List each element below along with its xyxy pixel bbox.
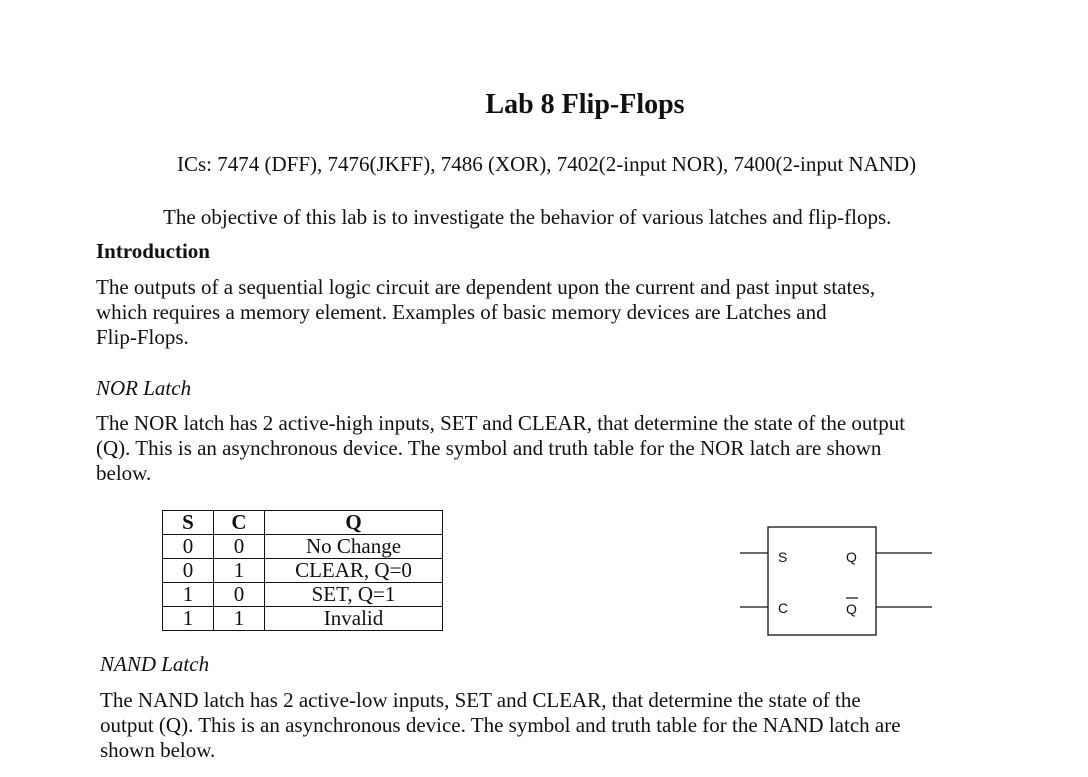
ics-line: ICs: 7474 (DFF), 7476(JKFF), 7486 (XOR), 7402(2-input NOR), 7400(2-input NAND) — [177, 152, 917, 176]
table-cell: No Change — [265, 535, 443, 559]
header-cell-c: C — [214, 511, 265, 535]
header-cell-q: Q — [265, 511, 443, 535]
table-header-row — [163, 511, 443, 535]
table-row — [163, 535, 443, 559]
table-cell: SET, Q=1 — [265, 583, 443, 607]
table-cell: 0 — [214, 583, 265, 607]
paragraph-line: (Q). This is an asynchronous device. The symbol and truth table for the NOR latch are shown — [96, 436, 882, 460]
paragraph-line: below. — [96, 461, 152, 485]
qbar-pin-label: Q — [846, 601, 857, 617]
paragraph-line: Flip-Flops. — [96, 325, 189, 349]
paragraph-line: shown below. — [100, 738, 216, 762]
paragraph-line: The NOR latch has 2 active-high inputs, SET and CLEAR, that determine the state of the output — [96, 411, 906, 435]
nor-latch-heading: NOR Latch — [96, 376, 192, 400]
paragraph-line: The NAND latch has 2 active-low inputs, SET and CLEAR, that determine the state of the — [100, 688, 861, 712]
table-cell: Invalid — [265, 607, 443, 631]
table-cell: 0 — [163, 559, 214, 583]
header-cell-s: S — [163, 511, 214, 535]
objective-text: The objective of this lab is to investigate the behavior of various latches and flip-flops. — [163, 205, 892, 229]
table-cell: 1 — [214, 607, 265, 631]
table-cell: CLEAR, Q=0 — [265, 559, 443, 583]
table-cell: 0 — [163, 535, 214, 559]
c-pin-label: C — [778, 600, 789, 616]
introduction-paragraph — [96, 275, 996, 350]
nor-truth-table — [162, 510, 443, 631]
table-cell: 1 — [214, 559, 265, 583]
paragraph-line: which requires a memory element. Examples of basic memory devices are Latches and — [96, 300, 827, 324]
nor-latch-paragraph — [96, 411, 996, 486]
table-cell: 1 — [163, 607, 214, 631]
table-row — [163, 607, 443, 631]
page-title: Lab 8 Flip-Flops — [485, 89, 685, 120]
nor-latch-symbol — [740, 520, 940, 645]
q-pin-label: Q — [846, 549, 857, 565]
latch-box — [768, 527, 876, 635]
paragraph-line: output (Q). This is an asynchronous device. The symbol and truth table for the NAND latch are — [100, 713, 901, 737]
s-pin-label: S — [778, 549, 788, 565]
table-cell: 0 — [214, 535, 265, 559]
table-row — [163, 583, 443, 607]
introduction-heading: Introduction — [96, 239, 210, 263]
table-cell: 1 — [163, 583, 214, 607]
nand-latch-paragraph — [100, 688, 1000, 763]
paragraph-line: The outputs of a sequential logic circuit are dependent upon the current and past input states, — [96, 275, 876, 299]
nand-latch-heading: NAND Latch — [100, 652, 210, 676]
table-row — [163, 559, 443, 583]
